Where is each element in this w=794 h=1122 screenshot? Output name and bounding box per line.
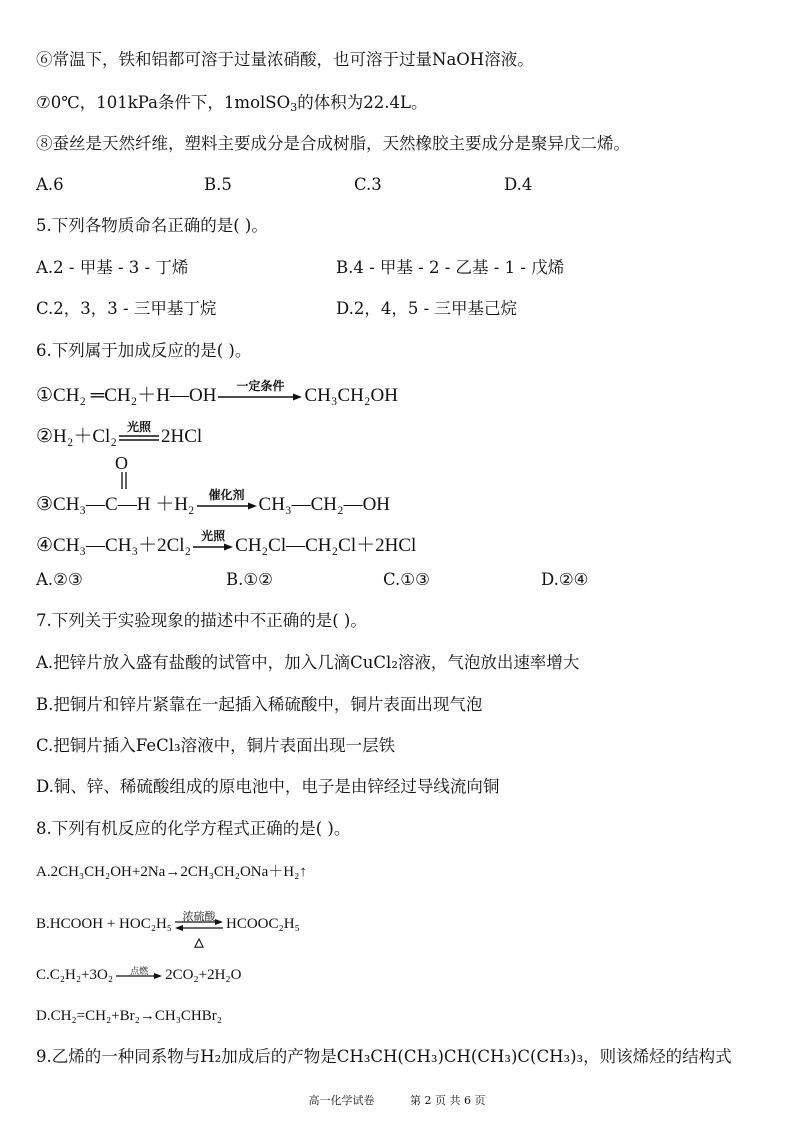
footer-title: 高一化学试卷 bbox=[308, 1094, 375, 1107]
reaction-arrow: 点燃 bbox=[116, 971, 162, 981]
q6-option-b[interactable]: B.①② bbox=[226, 570, 273, 589]
q8-option-a[interactable]: A.2CH₃CH₂OH+2Na→2CH₃CH₂ONa＋H₂↑ bbox=[36, 864, 307, 880]
equals-arrow: 光照 bbox=[126, 419, 151, 434]
q4-option-c[interactable]: C.3 bbox=[354, 175, 382, 194]
q4-option-b[interactable]: B.5 bbox=[204, 175, 232, 194]
reaction-arrow: 催化剂 bbox=[197, 501, 257, 511]
statement-6: ⑥常温下，铁和铝都可溶于过量浓硝酸，也可溶于过量NaOH溶液。 bbox=[36, 50, 534, 69]
reversible-arrow: 浓硫酸 △ bbox=[175, 919, 223, 931]
q6-option-a[interactable]: A.②③ bbox=[36, 570, 83, 589]
q7-option-d[interactable]: D.铜、锌、稀硫酸组成的原电池中，电子是由锌经过导线流向铜 bbox=[36, 777, 500, 796]
q7-option-b[interactable]: B.把铜片和锌片紧靠在一起插入稀硫酸中，铜片表面出现气泡 bbox=[36, 695, 483, 714]
q5-option-d[interactable]: D.2，4，5 - 三甲基己烷 bbox=[336, 299, 517, 318]
q7-option-c[interactable]: C.把铜片插入FeCl₃溶液中，铜片表面出现一层铁 bbox=[36, 736, 396, 755]
statement-7: ⑦0℃，101kPa条件下，1molSO$_3$的体积为22.4L。 bbox=[36, 93, 428, 115]
q6-reaction-3: ③CH₃—C—H ＋H₂ 催化剂 CH₃—CH₂—OH bbox=[36, 487, 391, 515]
footer-page-number: 第 2 页 共 6 页 bbox=[410, 1094, 486, 1107]
q5-stem: 5.下列各物质命名正确的是( )。 bbox=[36, 216, 268, 235]
q8-option-b[interactable]: B.HCOOH + HOC₂H₅ 浓硫酸 △ HCOOC₂H₅ bbox=[36, 910, 300, 949]
carbonyl-double-bond bbox=[118, 472, 130, 490]
q6-reaction-4: ④CH₃—CH₃＋2Cl₂ 光照 CH₂Cl—CH₂Cl＋2HCl bbox=[36, 528, 417, 556]
q6-option-d[interactable]: D.②④ bbox=[541, 570, 589, 589]
carbonyl-oxygen: O bbox=[115, 453, 128, 473]
q4-option-a[interactable]: A.6 bbox=[36, 175, 64, 194]
reaction-arrow: 一定条件 bbox=[218, 392, 302, 402]
q6-stem: 6.下列属于加成反应的是( )。 bbox=[36, 341, 252, 360]
q8-option-c[interactable]: C.C₂H₂+3O₂ 点燃 2CO₂+2H₂O bbox=[36, 965, 242, 983]
page-footer bbox=[0, 1092, 794, 1108]
q8-stem: 8.下列有机反应的化学方程式正确的是( )。 bbox=[36, 819, 351, 838]
q7-stem: 7.下列关于实验现象的描述中不正确的是( )。 bbox=[36, 611, 367, 630]
q9-stem: 9.乙烯的一种同系物与H₂加成后的产物是CH₃CH(CH₃)CH(CH₃)C(CH₃)₃，则该烯烃的结构式 bbox=[36, 1047, 732, 1066]
q5-option-a[interactable]: A.2 - 甲基 - 3 - 丁烯 bbox=[36, 258, 189, 277]
reaction-arrow: 光照 bbox=[193, 542, 233, 552]
q6-option-c[interactable]: C.①③ bbox=[383, 570, 430, 589]
q4-option-d[interactable]: D.4 bbox=[504, 175, 533, 194]
q6-reaction-2: ②H₂＋Cl₂ 光照 2HCl bbox=[36, 419, 203, 447]
q6-reaction-1: ①CH₂ ═CH₂＋H—OH 一定条件 CH₃CH₂OH bbox=[36, 378, 398, 406]
statement-8: ⑧蚕丝是天然纤维，塑料主要成分是合成树脂，天然橡胶主要成分是聚异戊二烯。 bbox=[36, 134, 630, 153]
q7-option-a[interactable]: A.把锌片放入盛有盐酸的试管中，加入几滴CuCl₂溶液，气泡放出速率增大 bbox=[36, 653, 580, 672]
q5-option-b[interactable]: B.4 - 甲基 - 2 - 乙基 - 1 - 戊烯 bbox=[336, 258, 565, 277]
q8-option-d[interactable]: D.CH₂=CH₂+Br₂→CH₃CHBr₂ bbox=[36, 1008, 222, 1024]
q5-option-c[interactable]: C.2，3，3 - 三甲基丁烷 bbox=[36, 299, 217, 318]
